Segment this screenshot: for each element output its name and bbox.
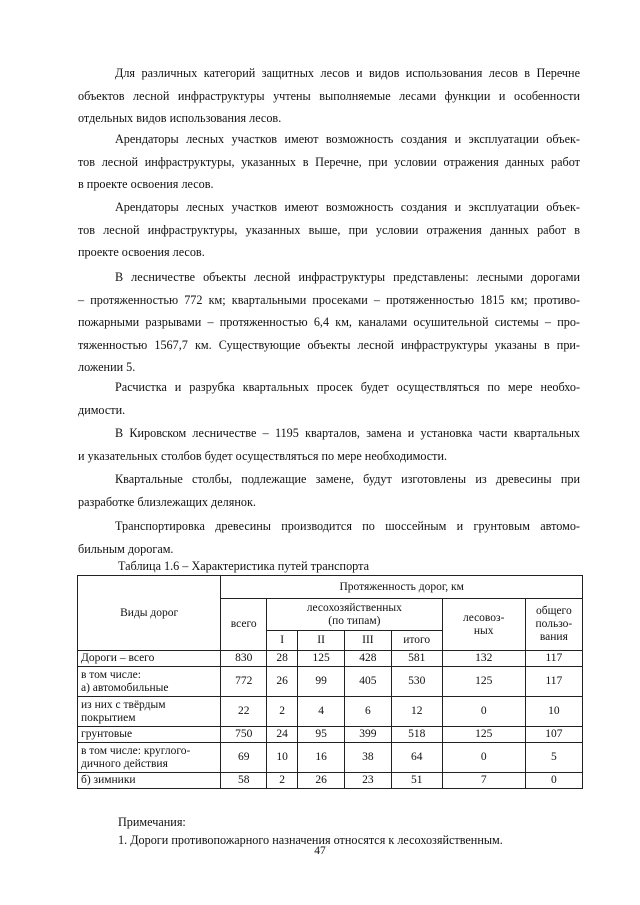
row-label bbox=[78, 743, 221, 773]
paragraph bbox=[78, 128, 580, 196]
text-line: тяженностью 1567,7 км. Существующие объекты лесной инфраструктуры указаны в при- bbox=[78, 337, 580, 352]
row-label-line: б) зимники bbox=[81, 774, 136, 786]
row-label-line: покрытием bbox=[81, 711, 136, 724]
text-line: бильным дорогам. bbox=[78, 541, 174, 556]
row-label bbox=[78, 667, 221, 697]
table-caption: Таблица 1.6 – Характеристика путей транспорта bbox=[118, 559, 369, 573]
text-line: Транспортировка древесины производится по шоссейным и грунтовым автомо- bbox=[115, 519, 580, 533]
paragraph bbox=[78, 376, 580, 421]
header-general-line1: общего bbox=[536, 605, 572, 617]
paragraph bbox=[78, 422, 580, 467]
cell-itogo: 518 bbox=[391, 727, 442, 743]
text-line: ложении 5. bbox=[78, 360, 136, 375]
cell-t1: 26 bbox=[267, 667, 298, 697]
text-line: тов лесной инфраструктуры, указанных в Перечне, при условии отражения данных работ bbox=[78, 154, 580, 169]
cell-t1: 2 bbox=[267, 773, 298, 789]
notes bbox=[118, 813, 503, 849]
header-total: всего bbox=[221, 599, 267, 651]
paragraph bbox=[78, 196, 580, 264]
row-label-line: в том числе: круглого- bbox=[81, 744, 191, 757]
cell-t2: 4 bbox=[298, 697, 345, 727]
header-forestry-line2: (по типам) bbox=[328, 614, 381, 627]
cell-logging: 7 bbox=[442, 773, 525, 789]
cell-total: 750 bbox=[221, 727, 267, 743]
row-label-line: из них с твёрдым bbox=[81, 698, 166, 711]
text-line: В лесничестве объекты лесной инфраструктуры представлены: лесными дорогами bbox=[115, 270, 580, 284]
header-logging-line1: лесовоз- bbox=[462, 611, 505, 624]
paragraph bbox=[78, 62, 580, 130]
cell-general: 5 bbox=[525, 743, 582, 773]
header-itogo: итого bbox=[391, 631, 442, 651]
cell-t3: 405 bbox=[344, 667, 391, 697]
row-label-line: в том числе: bbox=[81, 668, 141, 681]
text-line: – протяженностью 772 км; квартальными просеками – протяженностью 1815 км; противо- bbox=[78, 292, 580, 307]
cell-logging: 132 bbox=[442, 651, 525, 667]
text-line: тов лесной инфраструктуры, указанных выше, при условии отражения данных работ в bbox=[78, 222, 580, 237]
text-line: объектов лесной инфраструктуры учтены выполняемые лесами функции и особенности bbox=[78, 88, 580, 103]
header-logging bbox=[442, 599, 525, 651]
header-logging-line2: ных bbox=[473, 624, 494, 637]
paragraph bbox=[78, 266, 580, 379]
cell-t3: 6 bbox=[344, 697, 391, 727]
row-label-line: а) автомобильные bbox=[81, 681, 169, 694]
cell-itogo: 51 bbox=[391, 773, 442, 789]
paragraph bbox=[78, 515, 580, 560]
row-label bbox=[78, 773, 221, 789]
cell-total: 69 bbox=[221, 743, 267, 773]
cell-itogo: 581 bbox=[391, 651, 442, 667]
header-forestry bbox=[267, 599, 443, 631]
row-label-line: Дороги – всего bbox=[81, 652, 155, 664]
page-number: 47 bbox=[314, 845, 326, 857]
cell-t3: 38 bbox=[344, 743, 391, 773]
table-row bbox=[78, 743, 583, 773]
header-road-types: Виды дорог bbox=[78, 576, 221, 651]
cell-t2: 95 bbox=[298, 727, 345, 743]
cell-t2: 125 bbox=[298, 651, 345, 667]
table-row bbox=[78, 651, 583, 667]
text-line: проекте освоения лесов. bbox=[78, 245, 205, 260]
cell-t2: 16 bbox=[298, 743, 345, 773]
header-general-line2: пользо- bbox=[535, 618, 573, 630]
table-row bbox=[78, 697, 583, 727]
paragraph bbox=[78, 468, 580, 513]
text-line: В Кировском лесничестве – 1195 кварталов, замена и установка части квартальных bbox=[115, 426, 580, 440]
cell-t1: 28 bbox=[267, 651, 298, 667]
header-type-3: III bbox=[344, 631, 391, 651]
text-line: димости. bbox=[78, 402, 126, 417]
text-line: Расчистка и разрубка квартальных просек будет осуществляться по мере необхо- bbox=[115, 380, 580, 394]
cell-t1: 2 bbox=[267, 697, 298, 727]
cell-general: 117 bbox=[525, 667, 582, 697]
table-row bbox=[78, 773, 583, 789]
cell-general: 10 bbox=[525, 697, 582, 727]
row-label bbox=[78, 727, 221, 743]
cell-t1: 10 bbox=[267, 743, 298, 773]
cell-general: 117 bbox=[525, 651, 582, 667]
row-label-line: дичного действия bbox=[81, 757, 168, 770]
cell-t1: 24 bbox=[267, 727, 298, 743]
cell-general: 0 bbox=[525, 773, 582, 789]
text-line: в проекте освоения лесов. bbox=[78, 177, 214, 192]
text-line: и указательных столбов будет осуществляться по мере необходимости. bbox=[78, 448, 448, 463]
cell-itogo: 530 bbox=[391, 667, 442, 697]
cell-itogo: 64 bbox=[391, 743, 442, 773]
text-line: отдельных видов использования лесов. bbox=[78, 111, 282, 126]
row-label bbox=[78, 697, 221, 727]
cell-logging: 125 bbox=[442, 667, 525, 697]
text-line: Арендаторы лесных участков имеют возможность создания и эксплуатации объек- bbox=[115, 200, 580, 214]
table-row bbox=[78, 727, 583, 743]
cell-logging: 0 bbox=[442, 697, 525, 727]
row-label-line: грунтовые bbox=[81, 728, 133, 740]
text-line: Для различных категорий защитных лесов и видов использования лесов в Перечне bbox=[115, 66, 580, 80]
header-type-1: I bbox=[267, 631, 298, 651]
cell-logging: 0 bbox=[442, 743, 525, 773]
header-general-line3: вания bbox=[539, 631, 568, 643]
cell-t2: 99 bbox=[298, 667, 345, 697]
note-item: 1. Дороги противопожарного назначения относятся к лесохозяйственным. bbox=[118, 833, 503, 847]
cell-total: 22 bbox=[221, 697, 267, 727]
notes-title: Примечания: bbox=[118, 815, 186, 829]
header-forestry-line1: лесохозяйственных bbox=[306, 601, 402, 614]
cell-total: 772 bbox=[221, 667, 267, 697]
text-line: Арендаторы лесных участков имеют возможность создания и эксплуатации объек- bbox=[115, 132, 580, 146]
cell-logging: 125 bbox=[442, 727, 525, 743]
cell-general: 107 bbox=[525, 727, 582, 743]
text-line: пожарными разрывами – протяженностью 6,4 км, каналами осушительной системы – про- bbox=[78, 315, 580, 330]
cell-total: 830 bbox=[221, 651, 267, 667]
header-type-2: II bbox=[298, 631, 345, 651]
table-row bbox=[78, 667, 583, 697]
cell-itogo: 12 bbox=[391, 697, 442, 727]
table-body bbox=[78, 651, 583, 789]
cell-t3: 399 bbox=[344, 727, 391, 743]
roads-table bbox=[77, 575, 583, 789]
text-line: разработке близлежащих делянок. bbox=[78, 494, 256, 509]
row-label bbox=[78, 651, 221, 667]
header-general bbox=[525, 599, 582, 651]
cell-t2: 26 bbox=[298, 773, 345, 789]
cell-t3: 23 bbox=[344, 773, 391, 789]
header-length: Протяженность дорог, км bbox=[221, 576, 583, 599]
text-line: Квартальные столбы, подлежащие замене, будут изготовлены из древесины при bbox=[115, 472, 580, 486]
cell-total: 58 bbox=[221, 773, 267, 789]
cell-t3: 428 bbox=[344, 651, 391, 667]
